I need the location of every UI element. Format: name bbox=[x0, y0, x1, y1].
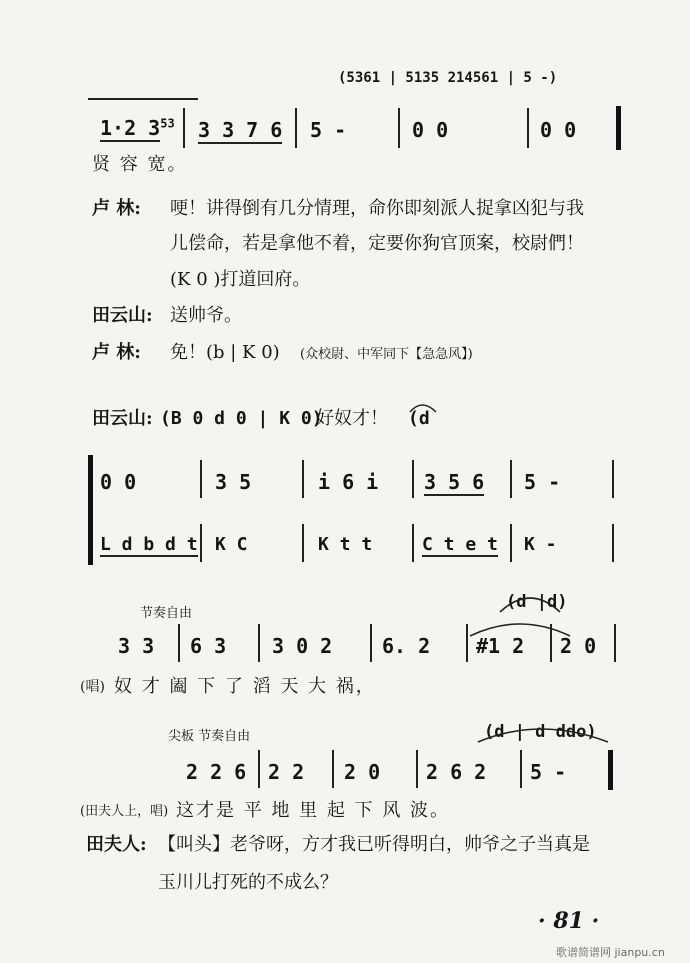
speaker-lulin: 卢 林: bbox=[92, 342, 141, 363]
notes-s4-m4: 2 6 2 bbox=[426, 760, 487, 784]
slur-arc bbox=[500, 598, 560, 612]
percussion-notation: (d bbox=[408, 408, 430, 429]
slur-arc bbox=[410, 405, 436, 412]
notes-s4-m2: 2 2 bbox=[268, 760, 305, 784]
notes-s2-top-m3: i 6 i bbox=[318, 470, 379, 494]
speaker-tianyunshan: 田云山: bbox=[92, 305, 153, 326]
dialogue-line: 玉川儿打死的不成么？ bbox=[158, 872, 338, 893]
lyrics-s1: 贤 容 宽。 bbox=[92, 154, 188, 175]
slur-arc bbox=[470, 624, 570, 636]
tempo-marking: 尖板 节奏自由 bbox=[168, 729, 251, 744]
dialogue-line: 好奴才！ bbox=[316, 408, 388, 429]
watermark: 歌谱简谱网 jianpu.cn bbox=[556, 946, 665, 959]
lyrics-s3: 奴 才 阖 下 了 滔 天 大 祸， bbox=[114, 676, 376, 697]
percussion-s2-m2: K C bbox=[215, 534, 248, 555]
notes-s3-m1: 3 3 bbox=[118, 634, 155, 658]
notes-s3-m3: 3 0 2 bbox=[272, 634, 333, 658]
notes-s3-m2: 6 3 bbox=[190, 634, 227, 658]
notes-s3-m5: #1 2 bbox=[476, 634, 525, 658]
dialogue-line: 哽！讲得倒有几分情理，命你即刻派人捉拿凶犯与我 bbox=[170, 198, 584, 219]
notes-s4-m3: 2 0 bbox=[344, 760, 381, 784]
notes-s4-m1: 2 2 6 bbox=[186, 760, 247, 784]
dialogue-line: 儿偿命，若是拿他不着，定要你狗官顶案，校尉們！ bbox=[170, 233, 584, 254]
tempo-marking: 节奏自由 bbox=[140, 606, 193, 621]
percussion-s2-m1: L d b d t bbox=[100, 534, 198, 555]
slur-arc bbox=[478, 729, 608, 742]
notes-s1-m5: 0 0 bbox=[540, 118, 577, 142]
intro-notation: (5361 | 5135 214561 | 5 -) bbox=[338, 70, 558, 86]
dialogue-line: (K 0 )打道回府。 bbox=[170, 269, 311, 290]
lyrics-s4: 这才是 平 地 里 起 下 风 波。 bbox=[176, 800, 451, 821]
percussion-notation: (d |d) bbox=[506, 592, 568, 612]
percussion-s2-m5: K - bbox=[524, 534, 557, 555]
page-number: · 81 · bbox=[538, 908, 600, 934]
notes-s3-m6: 2 0 bbox=[560, 634, 597, 658]
singer-marker: (唱) bbox=[80, 679, 105, 695]
notes-s1-m3: 5 - bbox=[310, 118, 347, 142]
notes-s1-m4: 0 0 bbox=[412, 118, 449, 142]
percussion-notation: (d | d ddo) bbox=[484, 722, 597, 742]
dialogue-line: 送帅爷。 bbox=[170, 305, 242, 326]
dialogue-line: 【叫头】老爷呀，方才我已听得明白，帅爷之子当真是 bbox=[158, 834, 590, 855]
speaker-tianyunshan: 田云山: bbox=[92, 408, 153, 429]
percussion-notation: (B 0 d 0 | K 0) bbox=[160, 408, 323, 429]
notes-s3-m4: 6. 2 bbox=[382, 634, 431, 658]
notes-s2-top-m5: 5 - bbox=[524, 470, 561, 494]
notes-s2-top-m1: 0 0 bbox=[100, 470, 137, 494]
notes-s1-m1: 1·2 $3^{53}$ bbox=[100, 116, 175, 140]
singer-marker: (田夫人上，唱) bbox=[80, 804, 169, 819]
stage-direction: (众校尉、中军同下【急急风】) bbox=[300, 347, 473, 362]
dialogue-line: 免！(b | K 0) bbox=[170, 342, 280, 363]
notes-s2-top-m2: 3 5 bbox=[215, 470, 252, 494]
notes-s2-top-m4: 3 5 6 bbox=[424, 470, 485, 494]
notes-s1-m2: 3 3 7 6 bbox=[198, 118, 283, 142]
notes-s4-m5: 5 - bbox=[530, 760, 567, 784]
speaker-lulin: 卢 林: bbox=[92, 198, 141, 219]
percussion-s2-m3: K t t bbox=[318, 534, 373, 555]
speaker-tianfuren: 田夫人: bbox=[86, 834, 147, 855]
percussion-s2-m4: C t e t bbox=[422, 534, 498, 555]
